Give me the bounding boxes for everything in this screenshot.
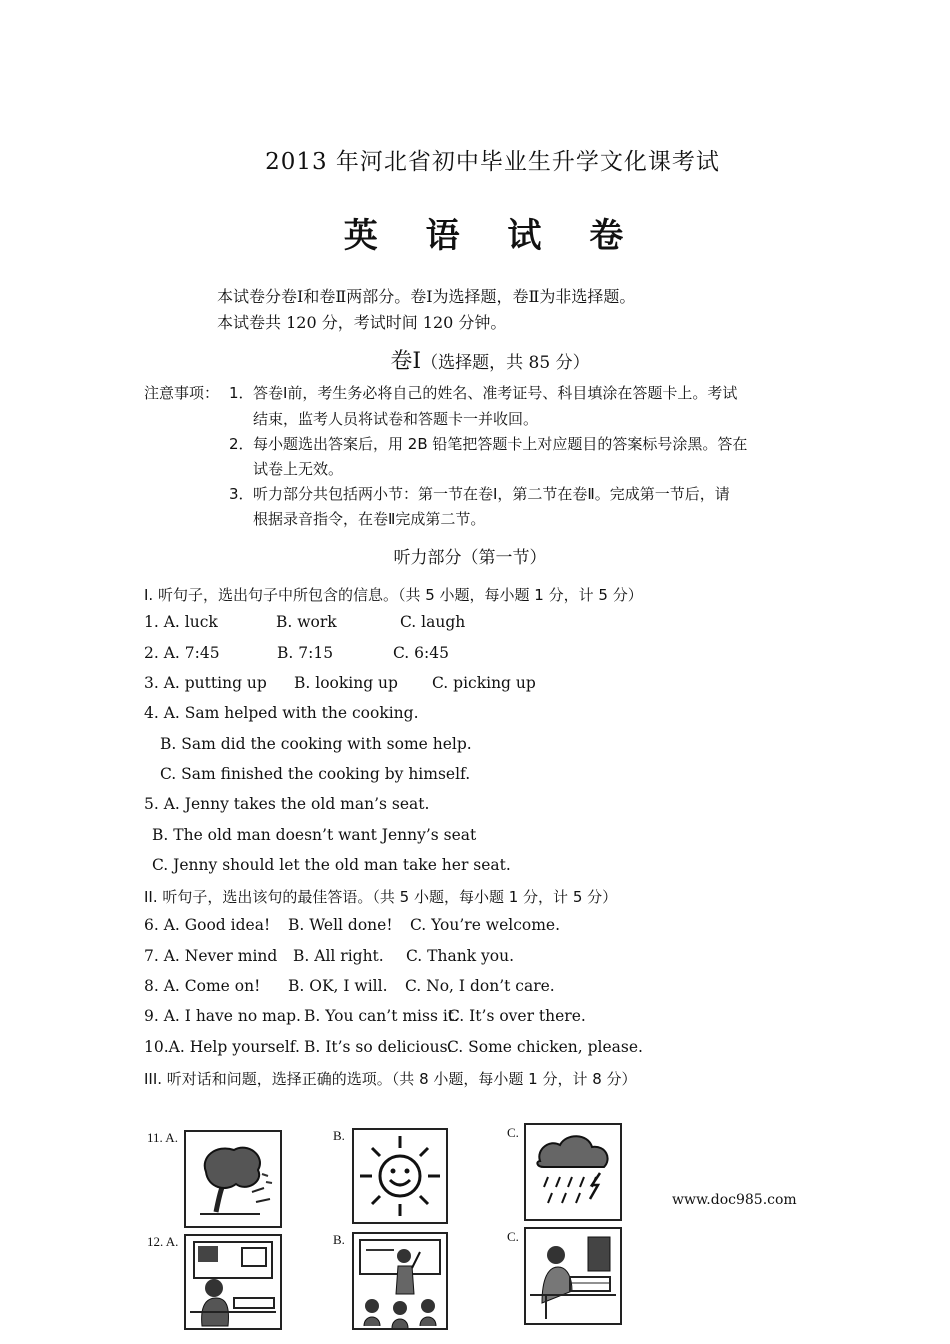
watermark: www.doc985.com — [672, 1192, 797, 1208]
q12-label-b: B. — [333, 1232, 345, 1247]
q5-option-c[interactable]: C. Jenny should let the old man take her seat. — [152, 856, 511, 874]
q8-option-b[interactable]: B. OK, I will. — [288, 977, 388, 995]
q7-option-c[interactable]: C. Thank you. — [406, 947, 515, 965]
question-8 — [144, 977, 555, 995]
exam-subtitle: 英 语 试 卷 — [343, 216, 642, 256]
question-3 — [144, 674, 536, 692]
q8-option-a[interactable]: 8. A. Come on! — [144, 977, 261, 995]
smiling-sun-icon[interactable] — [352, 1128, 448, 1224]
q8-option-c[interactable]: C. No, I don’t care. — [405, 977, 555, 995]
listening-heading: 听力部分（第一节） — [393, 548, 547, 568]
notes-label: 注意事项： — [144, 384, 220, 402]
part1-title-big: 卷Ⅰ — [390, 349, 422, 374]
computer-desk-icon[interactable] — [184, 1234, 282, 1330]
q6-option-a[interactable]: 6. A. Good idea! — [144, 916, 271, 934]
note-3-num: 3． — [229, 485, 254, 503]
q11-label-a: 11. A. — [147, 1130, 178, 1145]
question-6 — [144, 916, 560, 934]
section3-heading: III. 听对话和问题，选择正确的选项。（共 8 小题，每小题 1 分，计 8 分） — [144, 1070, 637, 1088]
storm-cloud-icon[interactable] — [524, 1123, 622, 1221]
note-2-line-1: 每小题选出答案后，用 2B 铅笔把答题卡上对应题目的答案标号涂黑。答在 — [253, 435, 748, 453]
q6-option-b[interactable]: B. Well done! — [288, 916, 393, 934]
q9-option-c[interactable]: C. It’s over there. — [448, 1007, 586, 1025]
section2-heading: II. 听句子，选出该句的最佳答语。（共 5 小题，每小题 1 分，计 5 分） — [144, 888, 618, 906]
note-2-num: 2． — [229, 435, 254, 453]
q3-option-b[interactable]: B. looking up — [294, 674, 398, 692]
q4-option-a[interactable]: 4. A. Sam helped with the cooking. — [144, 704, 419, 722]
intro-line-1: 本试卷分卷Ⅰ和卷Ⅱ两部分。卷Ⅰ为选择题，卷Ⅱ为非选择题。 — [217, 287, 636, 306]
q3-option-a[interactable]: 3. A. putting up — [144, 674, 267, 692]
q10-option-c[interactable]: C. Some chicken, please. — [447, 1038, 643, 1056]
question-2 — [144, 644, 449, 662]
q7-option-b[interactable]: B. All right. — [293, 947, 384, 965]
q10-option-b[interactable]: B. It’s so delicious. — [304, 1038, 453, 1056]
note-1-num: 1． — [229, 384, 254, 402]
q7-option-a[interactable]: 7. A. Never mind — [144, 947, 278, 965]
part1-title-rest: （选择题，共 85 分） — [421, 353, 590, 373]
q6-option-c[interactable]: C. You’re welcome. — [410, 916, 561, 934]
q2-option-c[interactable]: C. 6:45 — [393, 644, 449, 662]
note-2-line-2: 试卷上无效。 — [253, 460, 344, 478]
q11-label-b: B. — [333, 1128, 345, 1143]
q10-option-a[interactable]: 10.A. Help yourself. — [144, 1038, 300, 1056]
classroom-teacher-icon[interactable] — [352, 1232, 448, 1330]
q9-option-a[interactable]: 9. A. I have no map. — [144, 1007, 301, 1025]
q1-option-c[interactable]: C. laugh — [400, 613, 466, 631]
note-3-line-2: 根据录音指令，在卷Ⅱ完成第二节。 — [253, 510, 486, 528]
intro-line-2: 本试卷共 120 分，考试时间 120 分钟。 — [217, 313, 507, 332]
part1-heading — [0, 344, 950, 375]
note-1-line-1: 答卷Ⅰ前，考生务必将自己的姓名、准考证号、科目填涂在答题卡上。考试 — [253, 384, 738, 402]
q9-option-b[interactable]: B. You can’t miss it. — [304, 1007, 459, 1025]
q11-label-c: C. — [507, 1125, 519, 1140]
question-1 — [144, 613, 465, 631]
note-3-line-1: 听力部分共包括两小节：第一节在卷Ⅰ，第二节在卷Ⅱ。完成第一节后，请 — [253, 485, 730, 503]
note-1-line-2: 结束，监考人员将试卷和答题卡一并收回。 — [253, 410, 539, 428]
q2-option-a[interactable]: 2. A. 7:45 — [144, 644, 220, 662]
q3-option-c[interactable]: C. picking up — [432, 674, 536, 692]
office-worker-icon[interactable] — [524, 1227, 622, 1325]
q1-option-a[interactable]: 1. A. luck — [144, 613, 218, 631]
q2-option-b[interactable]: B. 7:15 — [277, 644, 334, 662]
q4-option-c[interactable]: C. Sam finished the cooking by himself. — [160, 765, 471, 783]
section1-heading: Ⅰ. 听句子，选出句子中所包含的信息。（共 5 小题，每小题 1 分，计 5 分） — [144, 586, 643, 604]
q1-option-b[interactable]: B. work — [276, 613, 337, 631]
q5-option-a[interactable]: 5. A. Jenny takes the old man’s seat. — [144, 795, 430, 813]
windy-tree-icon[interactable] — [184, 1130, 282, 1228]
question-9 — [144, 1007, 586, 1025]
question-7 — [144, 947, 514, 965]
q4-option-b[interactable]: B. Sam did the cooking with some help. — [160, 735, 472, 753]
q5-option-b[interactable]: B. The old man doesn’t want Jenny’s seat — [152, 826, 477, 844]
q12-label-c: C. — [507, 1229, 519, 1244]
q12-label-a: 12. A. — [147, 1234, 179, 1249]
question-10 — [144, 1038, 643, 1056]
exam-title: 2013 年河北省初中毕业生升学文化课考试 — [265, 149, 720, 175]
